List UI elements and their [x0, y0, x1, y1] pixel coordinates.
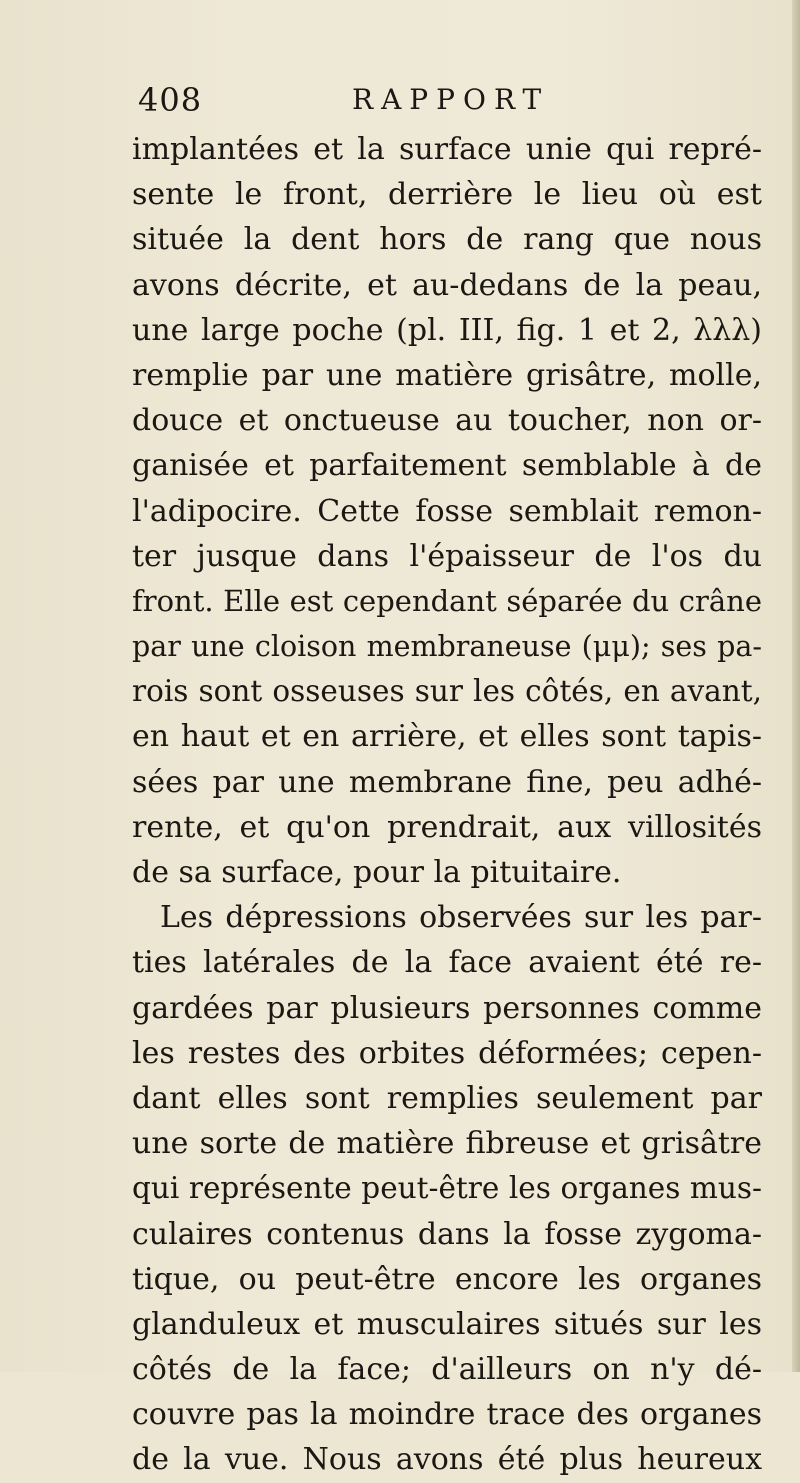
- text-line: ter jusque dans l'épaisseur de l'os du: [132, 538, 762, 574]
- text-line: ties latérales de la face avaient été re-: [132, 945, 762, 981]
- text-line: remplie par une matière grisâtre, molle,: [132, 357, 762, 393]
- text-line-paragraph-start: Les dépressions observées sur les par-: [160, 900, 762, 936]
- text-line: gardées par plusieurs personnes comme: [132, 990, 762, 1026]
- text-line: implantées et la surface unie qui repré-: [132, 132, 762, 167]
- text-line: l'adipocire. Cette fosse semblait remon-: [132, 493, 762, 529]
- text-line: sente le front, derrière le lieu où est: [132, 177, 762, 213]
- text-line: de la vue. Nous avons été plus heureux: [132, 1442, 762, 1478]
- text-line: située la dent hors de rang que nous: [132, 222, 762, 258]
- page-number: 408: [138, 81, 203, 119]
- text-line: rois sont osseuses sur les côtés, en avant,: [132, 674, 762, 709]
- running-title: RAPPORT: [352, 83, 550, 116]
- text-line: en haut et en arrière, et elles sont tapis-: [132, 719, 762, 755]
- text-line: front. Elle est cependant séparée du crâne: [132, 583, 762, 618]
- text-line: une sorte de matière fibreuse et grisâtre: [132, 1126, 762, 1162]
- text-line: une large poche (pl. III, fig. 1 et 2, λλλ): [132, 312, 762, 348]
- text-line: glanduleux et musculaires situés sur les: [132, 1306, 762, 1342]
- text-line: tique, ou peut-être encore les organes: [132, 1261, 762, 1297]
- text-line: dant elles sont remplies seulement par: [132, 1080, 762, 1116]
- body-text: [132, 127, 762, 1483]
- text-line: avons décrite, et au-dedans de la peau,: [132, 267, 762, 303]
- text-line: par une cloison membraneuse (μμ); ses pa-: [132, 630, 762, 664]
- text-line: les restes des orbites déformées; cepen-: [132, 1035, 762, 1071]
- text-line: couvre pas la moindre trace des organes: [132, 1397, 762, 1433]
- text-line: rente, et qu'on prendrait, aux villosités: [132, 809, 762, 845]
- page-edge: [792, 0, 800, 1372]
- page-header: [138, 78, 578, 122]
- text-line: côtés de la face; d'ailleurs on n'y dé-: [132, 1352, 762, 1388]
- text-line: ganisée et parfaitement semblable à de: [132, 448, 762, 484]
- text-line: qui représente peut-être les organes mus-: [132, 1171, 762, 1206]
- text-line-paragraph-end: de sa surface, pour la pituitaire.: [132, 855, 622, 890]
- text-line: culaires contenus dans la fosse zygoma-: [132, 1216, 762, 1252]
- text-line: douce et onctueuse au toucher, non or-: [132, 403, 762, 439]
- text-line: sées par une membrane fine, peu adhé-: [132, 764, 762, 800]
